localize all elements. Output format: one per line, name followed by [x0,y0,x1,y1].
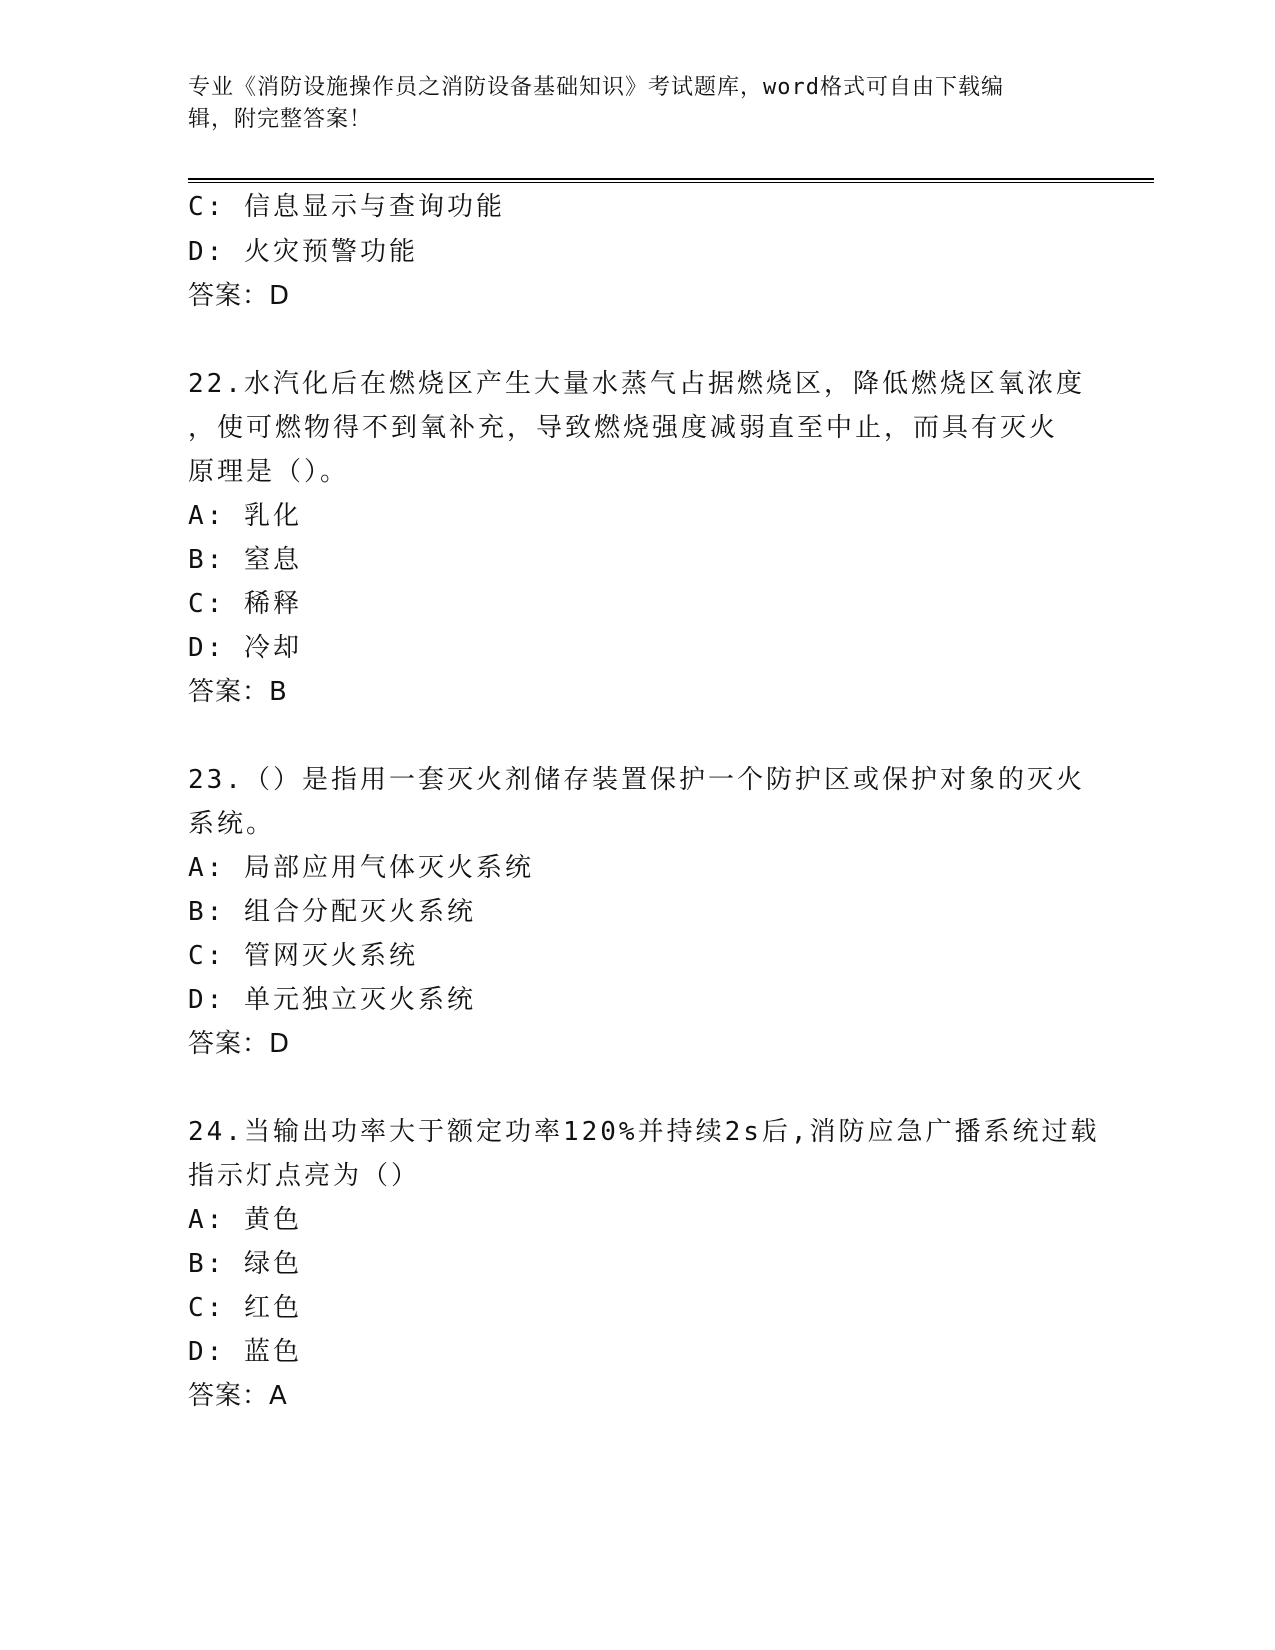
question-22-option-c: C: 稀释 [188,589,302,619]
header-rule-thick [188,178,1154,180]
question-22-option-b: B: 窒息 [188,545,302,575]
question-24-option-b: B: 绿色 [188,1249,302,1279]
question-22-option-d: D: 冷却 [188,633,302,663]
question-24-option-d: D: 蓝色 [188,1337,302,1367]
header-rule-thin [188,182,1154,183]
question-22-line-3: 原理是（）。 [188,457,350,487]
question-22-answer: 答案：B [188,677,288,707]
option-d: D: 火灾预警功能 [188,237,418,267]
answer-line: 答案：D [188,281,291,311]
question-23-option-a: A: 局部应用气体灭火系统 [188,853,534,883]
question-23-option-d: D: 单元独立灭火系统 [188,985,476,1015]
question-23-answer: 答案：D [188,1029,291,1059]
header-line-2: 辑，附完整答案！ [188,107,373,132]
question-23-line-1: 23.（）是指用一套灭火剂储存装置保护一个防护区或保护对象的灭火 [188,765,1085,795]
question-23-option-b: B: 组合分配灭火系统 [188,897,476,927]
question-22-option-a: A: 乳化 [188,501,302,531]
question-24-option-c: C: 红色 [188,1293,302,1323]
question-23-option-c: C: 管网灭火系统 [188,941,418,971]
question-22-line-1: 22.水汽化后在燃烧区产生大量水蒸气占据燃烧区，降低燃烧区氧浓度 [188,369,1085,399]
question-24-line-1: 24.当输出功率大于额定功率120%并持续2s后,消防应急广播系统过载 [188,1117,1100,1147]
question-22-line-2: ，使可燃物得不到氧补充，导致燃烧强度减弱直至中止，而具有灭火 [188,413,1059,443]
question-24-option-a: A: 黄色 [188,1205,302,1235]
document-header [188,72,1088,136]
header-line-1: 专业《消防设施操作员之消防设备基础知识》考试题库，word格式可自由下载编 [188,75,1004,100]
question-24-answer: 答案：A [188,1381,288,1411]
question-24-line-2: 指示灯点亮为（） [188,1161,421,1191]
question-23-line-2: 系统。 [188,809,276,839]
option-c: C: 信息显示与查询功能 [188,192,505,222]
